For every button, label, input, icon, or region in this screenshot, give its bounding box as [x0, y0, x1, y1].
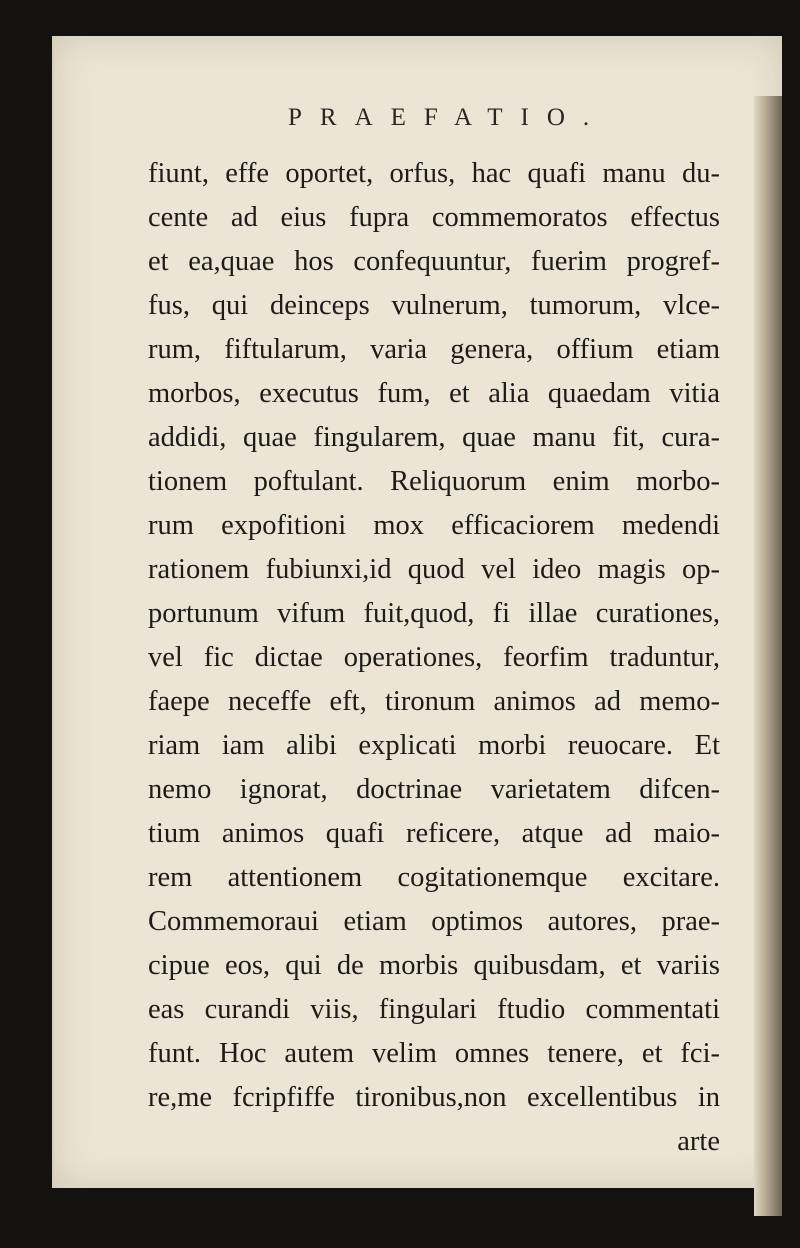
text-line: fus, qui deinceps vulnerum, tumorum, vlce-	[148, 290, 720, 321]
text-line: rum expofitioni mox efficaciorem medendi	[148, 510, 720, 541]
text-line: rum, fiftularum, varia genera, offium etiam	[148, 334, 720, 365]
text-line: rationem fubiunxi,id quod vel ideo magis op-	[148, 554, 720, 585]
text-line: rem attentionem cogitationemque excitare.	[148, 862, 720, 893]
text-line: Commemoraui etiam optimos autores, prae-	[148, 906, 720, 937]
text-line: tium animos quafi reficere, atque ad maio-	[148, 818, 720, 849]
running-head: PRAEFATIO.	[288, 104, 608, 131]
text-line: cente ad eius fupra commemoratos effectus	[148, 202, 720, 233]
text-line: portunum vifum fuit,quod, fi illae curationes,	[148, 598, 720, 629]
catchword: arte	[677, 1126, 720, 1157]
text-line: morbos, executus fum, et alia quaedam vitia	[148, 378, 720, 409]
text-line: fiunt, effe oportet, orfus, hac quafi manu du-	[148, 158, 720, 189]
text-line: cipue eos, qui de morbis quibusdam, et variis	[148, 950, 720, 981]
text-line: et ea,quae hos confequuntur, fuerim progref-	[148, 246, 720, 277]
page-edge	[754, 96, 782, 1216]
text-line: faepe neceffe eft, tironum animos ad memo-	[148, 686, 720, 717]
body-text	[148, 152, 720, 1164]
text-line: addidi, quae fingularem, quae manu fit, cura-	[148, 422, 720, 453]
text-line: riam iam alibi explicati morbi reuocare. Et	[148, 730, 720, 761]
text-line: nemo ignorat, doctrinae varietatem difcen-	[148, 774, 720, 805]
text-line: eas curandi viis, fingulari ftudio commentati	[148, 994, 720, 1025]
text-line: tionem poftulant. Reliquorum enim morbo-	[148, 466, 720, 497]
text-line: funt. Hoc autem velim omnes tenere, et fci-	[148, 1038, 720, 1069]
text-line: vel fic dictae operationes, feorfim traduntur,	[148, 642, 720, 673]
text-line: re,me fcripfiffe tironibus,non excellentibus in	[148, 1082, 720, 1113]
